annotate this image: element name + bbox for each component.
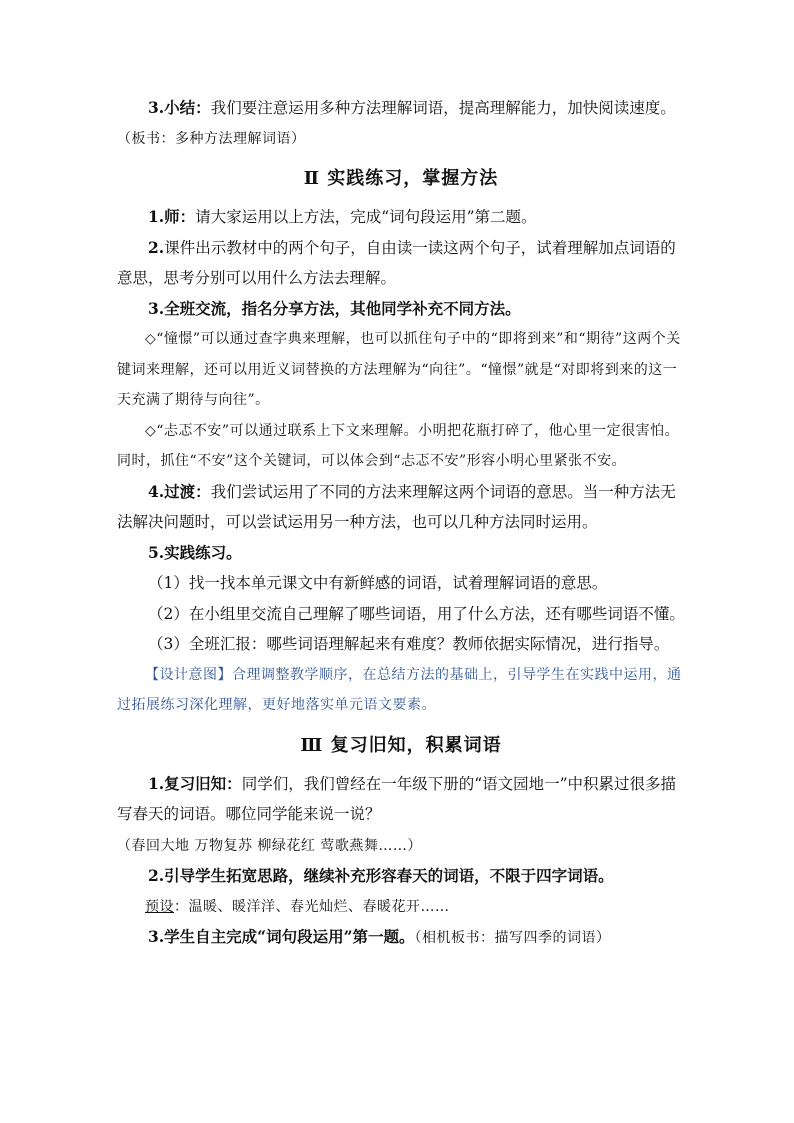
s2-note-chongjing: ◇“憧憬”可以通过查字典来理解，也可以抓住句子中的“即将到来”和“期待”这两个关键词来理解，还可以用近义词替换的方法理解为“向往”。“憧憬”就是“对即将到来的这一天充满了期待与向往”。: [117, 331, 681, 408]
s2-item2-text: 课件出示教材中的两个句子，自由读一读这两个句子，试着理解加点词语的意思，思考分别可以用什么方法去理解。: [117, 238, 676, 287]
design-intent-text: 合理调整教学顺序，在总结方法的基础上，引导学生在实践中运用，通过拓展练习深化理解，更好地落实单元语文要素。: [117, 666, 682, 713]
s3-item3-text: 3.学生自主完成“词句段运用”第一题。: [148, 927, 415, 946]
summary-paragraph: [117, 93, 685, 124]
s2-item4-text: 我们尝试运用了不同的方法来理解这两个词语的意思。当一种方法无法解决问题时，可以尝试运用另一种方法，也可以几种方法同时运用。: [117, 482, 676, 531]
s2-item3: 3.全班交流，指名分享方法，其他同学补充不同方法。: [148, 298, 521, 318]
s3-preset: [117, 892, 685, 923]
preset-text: ：温暖、暖洋洋、春光灿烂、春暖花开……: [174, 898, 450, 915]
s3-item1-text: 同学们，我们曾经在一年级下册的“语文园地一”中积累过很多描写春天的词语。哪位同学能来说一说？: [117, 774, 677, 823]
s2-design-intent: [117, 660, 685, 721]
s3-item1-words: （春回大地 万物复苏 柳绿花红 莺歌燕舞……）: [117, 837, 422, 854]
design-intent-tag: 【设计意图】: [145, 666, 232, 683]
s3-item1-number: 1.复习旧知：: [148, 773, 242, 793]
s2-item1-text: 请大家运用以上方法，完成“词句段运用”第二题。: [195, 208, 537, 226]
s2-sub2: （2）在小组里交流自己理解了哪些词语，用了什么方法，还有哪些词语不懂。: [148, 604, 685, 623]
s2-sub1: （1）找一找本单元课文中有新鲜感的词语，试着理解词语的意思。: [148, 574, 608, 592]
summary-text: 我们要注意运用多种方法理解词语，提高理解能力，加快阅读速度。: [210, 99, 676, 117]
s3-item1: [117, 769, 685, 862]
s2-item1-number: 1.师：: [148, 207, 196, 226]
s2-item4-number: 4.过渡：: [148, 481, 211, 501]
s2-note-tante: ◇“忐忑不安”可以通过联系上下文来理解。小明把花瓶打碎了，他心里一定很害怕。同时，抓住“不安”这个关键词，可以体会到“忐忑不安”形容小明心里紧张不安。: [117, 422, 680, 469]
section2-heading: Ⅱ 实践练习，掌握方法: [303, 168, 499, 189]
s2-item2-number: 2.: [148, 237, 165, 257]
s3-item2: 2.引导学生拓宽思路，继续补充形容春天的词语，不限于四字词语。: [148, 866, 614, 885]
summary-board-note: （板书：多种方法理解词语）: [117, 130, 306, 147]
s2-item4: [117, 477, 685, 538]
s2-sub3: （3）全班汇报：哪些词语理解起来有难度？教师依据实际情况，进行指导。: [148, 635, 670, 653]
s2-item2: [117, 233, 685, 294]
s3-item3-board: （相机板书：描写四季的词语）: [414, 930, 611, 946]
s2-item1: [117, 202, 685, 233]
preset-label: 预设: [145, 898, 174, 915]
section3-heading: Ⅲ 复习旧知，积累词语: [300, 734, 502, 756]
lesson-content: [117, 93, 685, 954]
s3-item3: [117, 922, 685, 954]
summary-number: 3.小结：: [148, 98, 211, 117]
s2-item5: 5.实践练习。: [148, 542, 242, 562]
